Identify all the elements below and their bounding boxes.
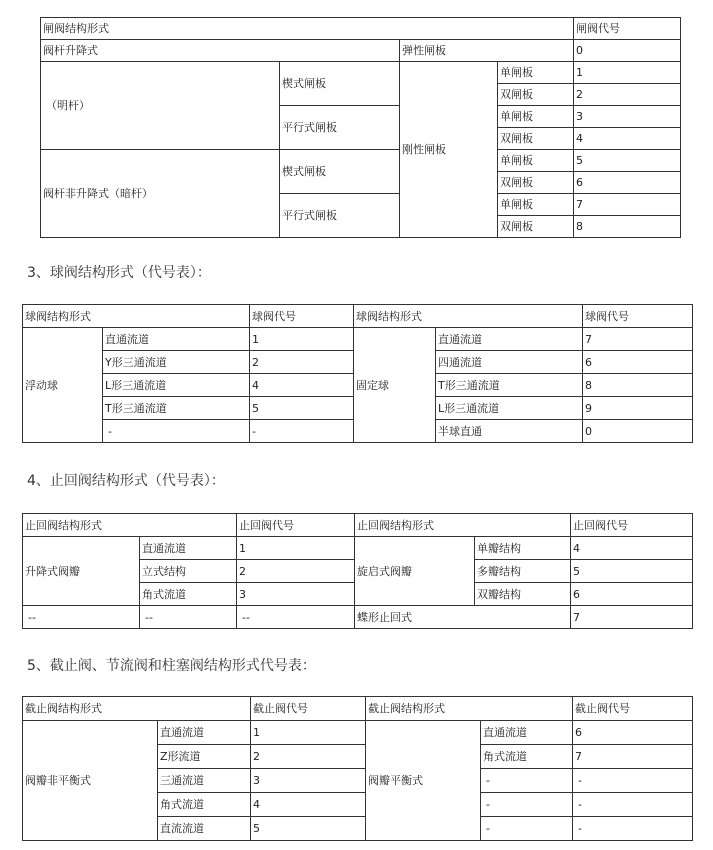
gate-code-cell: 4 <box>574 128 681 150</box>
check-code: 3 <box>237 583 355 606</box>
check-code: 2 <box>237 560 355 583</box>
gate-double-disc: 双闸板 <box>498 172 574 194</box>
globe-passage: - <box>481 793 573 817</box>
globe-passage: Z形流道 <box>158 745 251 769</box>
ball-passage: L形三通流道 <box>436 397 583 420</box>
check-lift-label: 升降式阀瓣 <box>23 537 140 606</box>
ball-header-code: 球阀代号 <box>583 305 693 328</box>
gate-wedge-disc: 楔式闸板 <box>280 62 400 106</box>
check-empty-cell: -- <box>140 606 237 629</box>
ball-code: 0 <box>583 420 693 443</box>
gate-header-code: 闸阀代号 <box>574 18 681 40</box>
ball-code: 1 <box>250 328 354 351</box>
gate-code-cell: 0 <box>574 40 681 62</box>
check-butterfly-label: 蝶形止回式 <box>355 606 571 629</box>
check-code: 7 <box>571 606 693 629</box>
check-code: 6 <box>571 583 693 606</box>
globe-code: 6 <box>573 721 693 745</box>
gate-code-cell: 5 <box>574 150 681 172</box>
check-structure: 多瓣结构 <box>475 560 571 583</box>
section-check-heading: 4、止回阀结构形式（代号表）： <box>27 473 225 489</box>
gate-double-disc: 双闸板 <box>498 216 574 238</box>
globe-header-code: 截止阀代号 <box>251 697 366 721</box>
check-header-form: 止回阀结构形式 <box>355 514 571 537</box>
ball-header-code: 球阀代号 <box>250 305 354 328</box>
globe-passage: 直通流道 <box>158 721 251 745</box>
gate-stem-rising: 阀杆升降式 <box>41 40 400 62</box>
ball-code: 8 <box>583 374 693 397</box>
globe-code: 7 <box>573 745 693 769</box>
gate-single-disc: 单闸板 <box>498 150 574 172</box>
globe-code: - <box>573 817 693 841</box>
ball-valve-table <box>22 304 693 443</box>
check-header-code: 止回阀代号 <box>571 514 693 537</box>
ball-passage: L形三通流道 <box>103 374 250 397</box>
globe-code: 4 <box>251 793 366 817</box>
check-empty-cell: -- <box>23 606 140 629</box>
check-header-form: 止回阀结构形式 <box>23 514 237 537</box>
ball-fixed-label: 固定球 <box>354 328 436 443</box>
gate-rising-stem-label: （明杆） <box>41 62 280 150</box>
ball-code: 7 <box>583 328 693 351</box>
gate-double-disc: 双闸板 <box>498 84 574 106</box>
gate-single-disc: 单闸板 <box>498 106 574 128</box>
ball-passage: Y形三通流道 <box>103 351 250 374</box>
ball-header-form: 球阀结构形式 <box>23 305 250 328</box>
globe-header-form: 截止阀结构形式 <box>366 697 573 721</box>
ball-passage: T形三通流道 <box>103 397 250 420</box>
ball-passage: T形三通流道 <box>436 374 583 397</box>
globe-code: - <box>573 769 693 793</box>
gate-code-cell: 1 <box>574 62 681 84</box>
check-structure: 双瓣结构 <box>475 583 571 606</box>
gate-code-cell: 6 <box>574 172 681 194</box>
ball-passage: 直通流道 <box>436 328 583 351</box>
gate-rigid-disc: 刚性闸板 <box>400 62 498 238</box>
ball-code: 4 <box>250 374 354 397</box>
gate-parallel-disc: 平行式闸板 <box>280 194 400 238</box>
check-structure: 直通流道 <box>140 537 237 560</box>
globe-passage: 角式流道 <box>481 745 573 769</box>
check-code: 5 <box>571 560 693 583</box>
globe-passage: 直通流道 <box>481 721 573 745</box>
ball-passage: 四通流道 <box>436 351 583 374</box>
globe-code: 3 <box>251 769 366 793</box>
check-empty-cell: -- <box>237 606 355 629</box>
ball-code: 6 <box>583 351 693 374</box>
gate-header-form: 闸阀结构形式 <box>41 18 574 40</box>
ball-header-form: 球阀结构形式 <box>354 305 583 328</box>
check-valve-table <box>22 513 693 629</box>
ball-code: - <box>250 420 354 443</box>
gate-code-cell: 7 <box>574 194 681 216</box>
globe-passage: - <box>481 817 573 841</box>
check-code: 1 <box>237 537 355 560</box>
globe-balanced-label: 阀瓣平衡式 <box>366 721 481 841</box>
gate-code-cell: 8 <box>574 216 681 238</box>
globe-unbalanced-label: 阀瓣非平衡式 <box>23 721 158 841</box>
gate-elastic-disc: 弹性闸板 <box>400 40 574 62</box>
gate-valve-table <box>40 17 681 238</box>
globe-passage: 角式流道 <box>158 793 251 817</box>
ball-passage: 直通流道 <box>103 328 250 351</box>
globe-valve-table <box>22 696 693 841</box>
gate-non-rising-stem-label: 阀杆非升降式（暗杆） <box>41 150 280 238</box>
globe-header-code: 截止阀代号 <box>573 697 693 721</box>
check-structure: 单瓣结构 <box>475 537 571 560</box>
globe-header-form: 截止阀结构形式 <box>23 697 251 721</box>
section-ball-heading: 3、球阀结构形式（代号表）： <box>27 265 211 281</box>
globe-passage: - <box>481 769 573 793</box>
check-header-code: 止回阀代号 <box>237 514 355 537</box>
ball-code: 5 <box>250 397 354 420</box>
gate-code-cell: 3 <box>574 106 681 128</box>
ball-floating-label: 浮动球 <box>23 328 103 443</box>
globe-code: 5 <box>251 817 366 841</box>
gate-parallel-disc: 平行式闸板 <box>280 106 400 150</box>
globe-code: - <box>573 793 693 817</box>
globe-passage: 三通流道 <box>158 769 251 793</box>
check-code: 4 <box>571 537 693 560</box>
ball-passage: 半球直通 <box>436 420 583 443</box>
section-globe-heading: 5、截止阀、节流阀和柱塞阀结构形式代号表： <box>27 658 316 674</box>
check-swing-label: 旋启式阀瓣 <box>355 537 475 606</box>
globe-passage: 直流流道 <box>158 817 251 841</box>
globe-code: 1 <box>251 721 366 745</box>
check-structure: 角式流道 <box>140 583 237 606</box>
gate-double-disc: 双闸板 <box>498 128 574 150</box>
gate-single-disc: 单闸板 <box>498 194 574 216</box>
ball-passage: - <box>103 420 250 443</box>
globe-code: 2 <box>251 745 366 769</box>
ball-code: 9 <box>583 397 693 420</box>
gate-code-cell: 2 <box>574 84 681 106</box>
gate-single-disc: 单闸板 <box>498 62 574 84</box>
ball-code: 2 <box>250 351 354 374</box>
gate-wedge-disc: 楔式闸板 <box>280 150 400 194</box>
check-structure: 立式结构 <box>140 560 237 583</box>
